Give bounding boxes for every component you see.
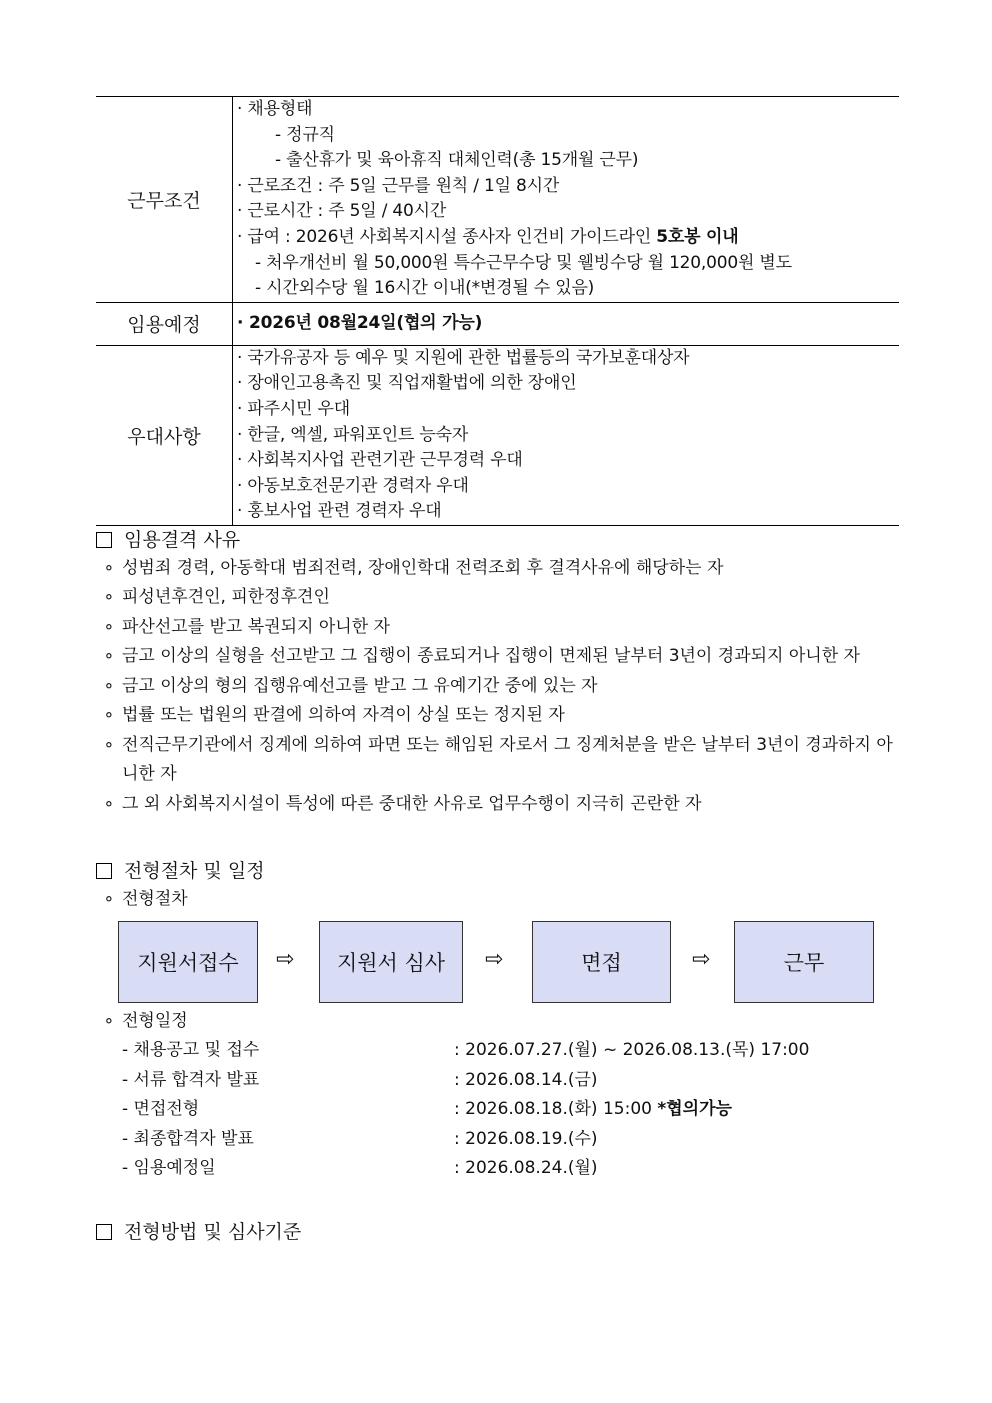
- circle-bullet-icon: ∘: [103, 793, 115, 814]
- row-content-appointment: [233, 302, 900, 345]
- pref-item: · 아동보호전문기관 경력자 우대: [237, 475, 469, 496]
- circle-bullet-icon: ∘: [103, 1010, 115, 1031]
- negotiable-note: *협의가능: [657, 1099, 732, 1120]
- checkbox-square-icon: [96, 1224, 112, 1240]
- pref-item: · 파주시민 우대: [237, 398, 350, 419]
- right-arrow-icon: ⇨: [485, 946, 504, 972]
- text-line: - 출산휴가 및 육아휴직 대체인력(총 15개월 근무): [275, 150, 639, 171]
- list-item-text: 전직근무기관에서 징계에 의하여 파면 또는 해임된 자로서 그 징계처분을 받은 날부터 3년이 경과하지 아니한 자: [122, 734, 893, 785]
- circle-bullet-icon: ∘: [103, 705, 115, 726]
- section-title: 임용결격 사유: [124, 528, 241, 551]
- row-content-work: [233, 97, 900, 303]
- disqualification-list: [96, 554, 899, 820]
- schedule-value: : 2026.08.19.(수): [454, 1128, 598, 1149]
- schedule-row: [96, 1125, 899, 1155]
- pref-item: · 한글, 엑셀, 파워포인트 능숙자: [237, 424, 469, 445]
- list-item-text: 피성년후견인, 피한정후견인: [122, 587, 330, 608]
- process-step: 근무: [734, 921, 874, 1003]
- circle-bullet-icon: ∘: [103, 675, 115, 696]
- list-item-text: 법률 또는 법원의 판결에 의하여 자격이 상실 또는 정지된 자: [122, 705, 565, 726]
- schedule-label: - 면접전형: [122, 1099, 200, 1120]
- schedule-value-text: : 2026.08.18.(화) 15:00: [454, 1099, 658, 1120]
- schedule-label: - 서류 합격자 발표: [122, 1069, 260, 1090]
- process-step: 지원서접수: [118, 921, 258, 1003]
- schedule-row: [96, 1095, 899, 1125]
- document-page: [96, 96, 899, 1246]
- list-item-text: 금고 이상의 형의 집행유예선고를 받고 그 유예기간 중에 있는 자: [122, 675, 598, 696]
- schedule-value: : 2026.08.24.(월): [454, 1158, 598, 1179]
- list-item-text: 금고 이상의 실형을 선고받고 그 집행이 종료되거나 집행이 면제된 날부터 3년이 경과되지 아니한 자: [122, 646, 860, 667]
- list-item-text: 성범죄 경력, 아동학대 범죄전력, 장애인학대 전력조회 후 결격사유에 해당하는 자: [122, 557, 724, 578]
- list-item-text: 그 외 사회복지시설이 특성에 따른 중대한 사유로 업무수행이 지극히 곤란한 자: [122, 793, 702, 814]
- pref-item: · 사회복지사업 관련기관 근무경력 우대: [237, 450, 523, 471]
- appointment-date: · 2026년 08월24일(협의 가능): [237, 312, 483, 333]
- section-heading-method: [96, 1218, 899, 1246]
- row-label-preferences: 우대사항: [96, 345, 233, 525]
- list-item-text: 파산선고를 받고 복권되지 아니한 자: [122, 616, 390, 637]
- list-item: [96, 790, 899, 820]
- pref-item: · 장애인고용촉진 및 직업재활법에 의한 장애인: [237, 373, 577, 394]
- subheading-schedule: [96, 1007, 899, 1037]
- process-step: 면접: [532, 921, 671, 1003]
- row-label-work: 근무조건: [96, 97, 233, 303]
- text-line: - 정규직: [275, 124, 335, 145]
- schedule-row: [96, 1066, 899, 1096]
- subheading-text: 전형일정: [122, 1010, 188, 1031]
- schedule-row: [96, 1154, 899, 1184]
- list-item: [96, 701, 899, 731]
- text-line: · 채용형태: [237, 99, 313, 119]
- salary-grade-highlight: 5호봉 이내: [656, 226, 739, 247]
- schedule-value: : 2026.08.14.(금): [454, 1069, 598, 1090]
- text-line: - 시간외수당 월 16시간 이내(*변경될 수 있음): [255, 278, 595, 299]
- text-line: - 처우개선비 월 50,000원 특수근무수당 및 웰빙수당 월 120,000원 별도: [255, 252, 792, 273]
- checkbox-square-icon: [96, 532, 112, 548]
- section-heading-disqualification: [96, 526, 899, 554]
- circle-bullet-icon: ∘: [103, 734, 115, 755]
- condition-table: [96, 96, 899, 526]
- row-content-preferences: [233, 345, 900, 525]
- text-line: [237, 225, 899, 251]
- pref-item: · 홍보사업 관련 경력자 우대: [237, 501, 442, 522]
- list-item: [96, 583, 899, 613]
- process-flow: [96, 921, 899, 1007]
- salary-text: · 급여 : 2026년 사회복지시설 종사자 인건비 가이드라인: [237, 226, 657, 247]
- text-line: · 근로조건 : 주 5일 근무를 원칙 / 1일 8시간: [237, 175, 560, 196]
- schedule-row: [96, 1036, 899, 1066]
- pref-item: · 국가유공자 등 예우 및 지원에 관한 법률등의 국가보훈대상자: [237, 347, 690, 368]
- schedule-value: : 2026.07.27.(월) ~ 2026.08.13.(목) 17:00: [454, 1040, 810, 1061]
- subheading-text: 전형절차: [122, 889, 188, 910]
- schedule-label: - 임용예정일: [122, 1158, 216, 1179]
- row-appointment: [96, 302, 899, 345]
- circle-bullet-icon: ∘: [103, 889, 115, 910]
- list-item: [96, 672, 899, 702]
- list-item: [96, 554, 899, 584]
- schedule-label: - 최종합격자 발표: [122, 1128, 254, 1149]
- right-arrow-icon: ⇨: [276, 946, 295, 972]
- circle-bullet-icon: ∘: [103, 557, 115, 578]
- row-work-conditions: [96, 97, 899, 303]
- circle-bullet-icon: ∘: [103, 616, 115, 637]
- schedule-label: - 채용공고 및 접수: [122, 1040, 260, 1061]
- right-arrow-icon: ⇨: [692, 946, 711, 972]
- process-step: 지원서 심사: [319, 921, 463, 1003]
- section-title: 전형절차 및 일정: [124, 860, 265, 883]
- list-item: [96, 642, 899, 672]
- text-line: · 근로시간 : 주 5일 / 40시간: [237, 201, 447, 222]
- list-item: [96, 731, 899, 790]
- subheading-procedure: [96, 885, 899, 915]
- circle-bullet-icon: ∘: [103, 587, 115, 608]
- schedule-list: [96, 1036, 899, 1184]
- list-item: [96, 613, 899, 643]
- circle-bullet-icon: ∘: [103, 646, 115, 667]
- row-label-appointment: 임용예정: [96, 302, 233, 345]
- section-heading-process: [96, 857, 899, 885]
- checkbox-square-icon: [96, 863, 112, 879]
- section-title: 전형방법 및 심사기준: [124, 1220, 302, 1243]
- row-preferences: [96, 345, 899, 525]
- schedule-value: [454, 1095, 899, 1125]
